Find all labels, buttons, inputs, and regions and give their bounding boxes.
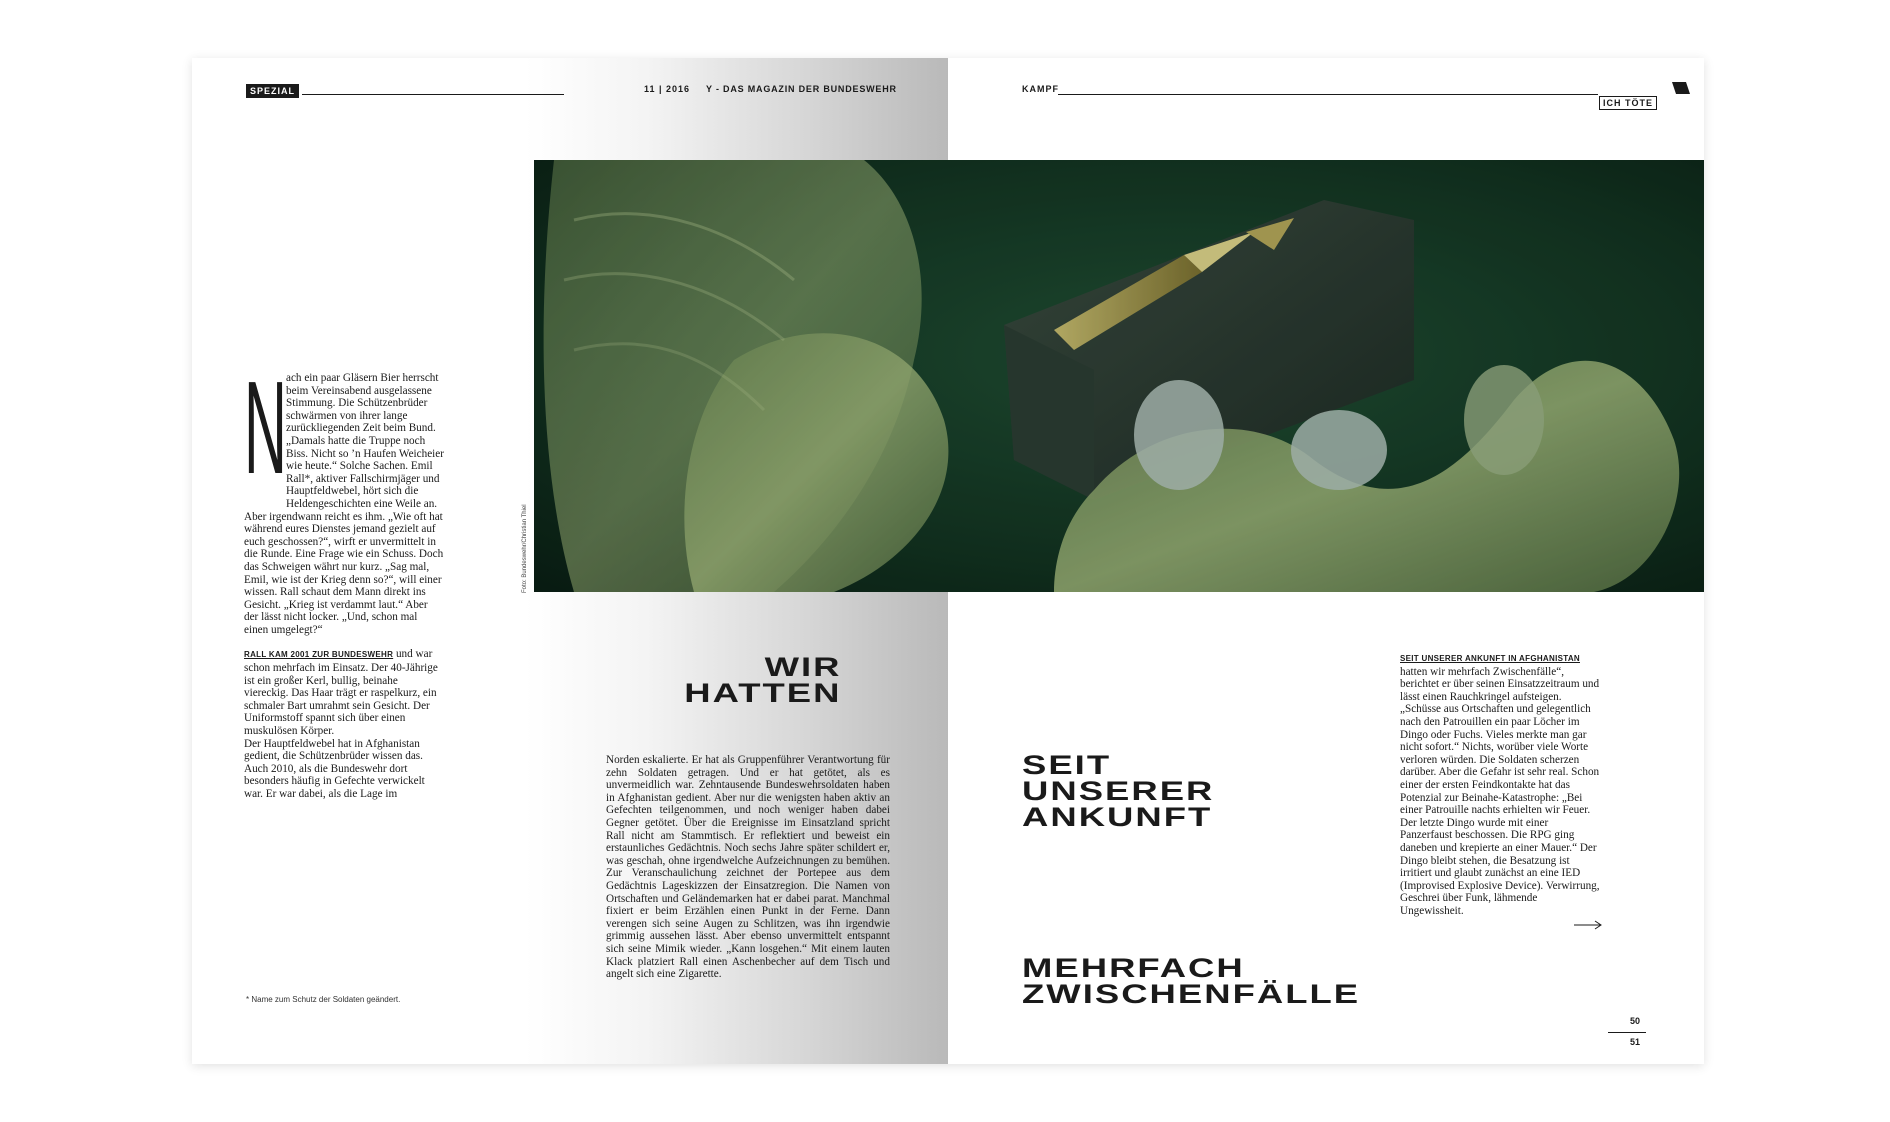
page-number-51: 51 <box>1630 1037 1641 1047</box>
headline-seit-unserer-ankunft <box>1022 752 1214 830</box>
headline-line: WIR <box>764 652 841 682</box>
paragraph: Der Hauptfeldwebel hat in Afghanistan gedient, die Schützenbrüder wissen das. Auch 2010, als die Bundeswehr dort besonders häufig in Gefechte verwickelt war. Er war dabei, als die Lage im <box>244 737 425 800</box>
paragraph: Norden eskalierte. Er hat als Gruppenführer Verantwortung für zehn Soldaten getragen. Und er hat getötet, als es unvermeidlich war. Zehntausende Bundeswehrsoldaten haben in Afghanistan gedient. Aber nur die wenigsten haben aktiv an Gefechten teilgenommen, und noch weniger haben dabei Gegner getötet. Über die Ereignisse im Einsatzland spricht Rall nicht am Stammtisch. Er reflektiert und beweist ein erstaunliches Gedächtnis. Noch sechs Jahre später schildert er, was geschah, ohne irgendwelche Aufzeichnungen zu bemühen. Zur Veranschaulichung zeichnet der Portepee aus dem Gedächtnis Lageskizzen der Einsatzregion. Die Namen von Ortschaften und Geländemarken hat er dabei parat. Manchmal fixiert er beim Erzählen einen Punkt in der Ferne. Dann verengen sich seine Augen zu Schlitzen, was ihn irgendwie grimmig aussehen lässt. Aber ebenso unvermittelt entspannt sich seine Mimik wieder. „Kann losgehen.“ Mit einem lauten Klack platziert Rall einen Aschenbecher auf dem Tisch und angelt sich eine Zigarette. <box>606 754 890 981</box>
corner-marker-icon <box>1672 82 1690 94</box>
magazine-spread <box>192 58 1704 1064</box>
issue-number: 11 | 2016 <box>644 84 691 94</box>
hero-photo <box>534 160 1704 592</box>
drop-cap: N <box>244 354 287 501</box>
gloved-hands-holding-cartridge-image <box>534 160 1704 592</box>
headline-wir-hatten <box>684 654 841 706</box>
headline-line: UNSERER <box>1022 776 1215 806</box>
headline-line: SEIT <box>1022 750 1112 780</box>
headline-mehrfach-zwischenfaelle <box>1022 955 1360 1007</box>
paragraph: ach ein paar Gläsern Bier herrscht beim Vereinsabend ausgelassene Stimmung. Die Schützenbrüder schwärmen von ihrer lange zurückliegenden Zeit beim Bund. „Damals hatte die Truppe noch Biss. Nicht so ’n Haufen Weicheier wie heute.“ Solche Sachen. Emil Rall*, aktiver Fallschirmjäger und Hauptfeldwebel, hört sich die Heldengeschichten eine Weile an. Aber irgendwann reicht es ihm. „Wie oft hat während eures Dienstes jemand gezielt auf euch geschossen?“, wirft er unvermittelt in die Runde. Eine Frage wie ein Schuss. Doch das Schweigen währt nur kurz. „Sag mal, Emil, wie ist der Krieg denn so?“, will einer wissen. Rall schaut dem Mann direkt ins Gesicht. „Krieg ist verdammt laut.“ Aber der lässt nicht locker. „Und, schon mal einen umgelegt?“ <box>244 372 444 636</box>
headline-line: HATTEN <box>683 678 841 708</box>
topic-tag: ICH TÖTE <box>1599 96 1657 110</box>
magazine-title: Y - DAS MAGAZIN DER BUNDESWEHR <box>706 84 897 94</box>
article-column-3 <box>1400 652 1600 917</box>
continue-arrow-icon <box>1574 920 1604 930</box>
photo-credit: Foto: Bundeswehr/Christian Thiel <box>522 504 528 593</box>
headline-line: ANKUNFT <box>1022 802 1213 832</box>
paragraph: und war schon mehrfach im Einsatz. Der 40-Jährige ist ein großer Kerl, bullig, beinahe viereckig. Das Haar trägt er raspelkurz, ein schmaler Bart umrahmt sein Gesicht. Der Uniformstoff spannt sich über einen muskulösen Körper. <box>244 648 438 738</box>
section-tag: SPEZIAL <box>246 84 299 98</box>
header-rule <box>1058 94 1598 95</box>
footnote: * Name zum Schutz der Soldaten geändert. <box>246 995 401 1004</box>
lead-in: SEIT UNSERER ANKUNFT IN AFGHANISTAN <box>1400 654 1580 663</box>
header-rule <box>302 94 564 95</box>
article-column-2 <box>606 754 890 981</box>
page-number-50: 50 <box>1630 1016 1641 1026</box>
headline-line: ZWISCHENFÄLLE <box>1022 979 1361 1009</box>
headline-line: MEHRFACH <box>1022 953 1245 983</box>
lead-in: RALL KAM 2001 ZUR BUNDESWEHR <box>244 650 394 660</box>
section-label: KAMPF <box>1022 84 1059 94</box>
page-number-rule <box>1608 1032 1646 1033</box>
paragraph: hatten wir mehrfach Zwischenfälle“, berichtet er über seinen Einsatzzeitraum und lässt einen Rauchkringel aufsteigen. „Schüsse aus Ortschaften und gelegentlich nach den Patrouillen ein paar Löcher im Dingo oder Fuchs. Vieles merkte man gar nicht sofort.“ Nichts, worüber viele Worte verloren würden. Die Soldaten scherzen darüber. Aber die Gefahr ist sehr real. Schon einer der ersten Feindkontakte hat das Potenzial zur Beinahe-Katastrophe: „Bei einer Patrouille nachts erhielten wir Feuer. Der letzte Dingo wurde mit einer Panzerfaust beschossen. Die RPG ging daneben und krepierte an einer Mauer.“ Der Dingo bleibt stehen, die Besatzung ist irritiert und glaubt zunächst an eine IED (Improvised Explosive Device). Verwirrung, Geschrei über Funk, lähmende Ungewissheit. <box>1400 665 1600 917</box>
article-column-1 <box>244 354 444 801</box>
